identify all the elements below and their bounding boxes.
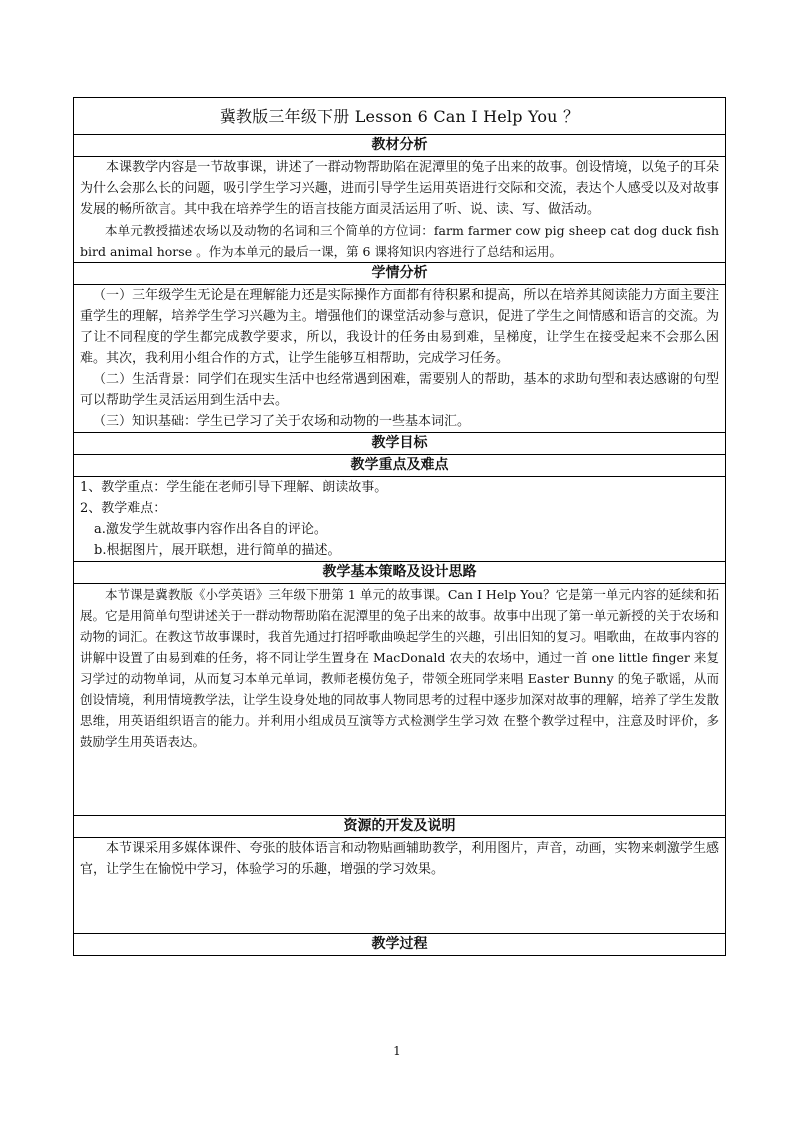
title-row (74, 98, 726, 135)
paragraph: （二）生活背景：同学们在现实生活中也经常遇到困难，需要别人的帮助，基本的求助句型和表达感谢的句型可以帮助学生灵活运用到生活中去。 (80, 372, 719, 408)
list-item: b.根据图片，展开联想，进行简单的描述。 (94, 543, 341, 558)
paragraph: 本节课采用多媒体课件、夸张的肢体语言和动物贴画辅助教学，利用图片，声音，动画，实物来刺激学生感官，让学生在愉悦中学习，体验学习的乐趣，增强的学习效果。 (80, 841, 719, 877)
strategy-heading-row (74, 562, 726, 584)
key-points-heading-row (74, 455, 726, 477)
list-item: a.激发学生就故事内容作出各自的评论。 (94, 522, 327, 537)
process-heading-row (74, 934, 726, 956)
learner-analysis-body (74, 285, 726, 433)
section-heading-key-points: 教学重点及难点 (74, 455, 726, 477)
section-heading-material-analysis: 教材分析 (74, 135, 726, 157)
key-points-body (74, 477, 726, 562)
strategy-body (74, 584, 726, 816)
section-heading-process: 教学过程 (74, 934, 726, 956)
section-heading-resources: 资源的开发及说明 (74, 816, 726, 838)
key-points-body-row (74, 477, 726, 562)
learner-analysis-heading-row (74, 263, 726, 285)
section-heading-objectives: 教学目标 (74, 433, 726, 455)
section-heading-strategy: 教学基本策略及设计思路 (74, 562, 726, 584)
resources-body (74, 838, 726, 934)
paragraph: 本节课是冀教版《小学英语》三年级下册第 1 单元的故事课。Can I Help You？它是第一单元内容的延续和拓展。它是用简单句型讲述关于一群动物帮助陷在泥潭里的兔子出来的故事。故事中出现了第一单元新授的关于农场和动物的词汇。在教这节故事课时，我首先通过打招呼歌曲唤起学生的兴趣，引出旧知的复习。唱歌曲，在故事内容的讲解中设置了由易到难的任务，将不同让学生置身在 MacDonald 农夫的农场中，通过一首 one little finger 来复习学过的动物单词，从而复习本单元单词，教师老模仿兔子，带领全班同学来唱 Easter Bunny 的兔子歌谣，从而创设情境，利用情境教学法，让学生设身处地的同故事人物同思考的过程中逐步加深对故事的理解，培养了学生发散思维，用英语组织语言的能力。并利用小组成员互演等方式检测学生学习效 在整个教学过程中，注意及时评价，多鼓励学生用英语表达。 (80, 587, 719, 749)
material-analysis-body-row (74, 157, 726, 263)
document-title: 冀教版三年级下册 Lesson 6 Can I Help You ？ (74, 98, 726, 135)
paragraph: 本课教学内容是一节故事课，讲述了一群动物帮助陷在泥潭里的兔子出来的故事。创设情境，以兔子的耳朵为什么会那么长的问题，吸引学生学习兴趣，进而引导学生运用英语进行交际和交流，表达个人感受以及对故事发展的畅所欲言。其中我在培养学生的语言技能方面灵活运用了听、说、读、写、做活动。 (80, 160, 719, 217)
objectives-heading-row (74, 433, 726, 455)
resources-body-row (74, 838, 726, 934)
page-number: 1 (393, 1044, 401, 1058)
material-analysis-body (74, 157, 726, 263)
lesson-plan-table (73, 97, 726, 956)
learner-analysis-body-row (74, 285, 726, 433)
list-item: 1、教学重点：学生能在老师引导下理解、朗读故事。 (80, 480, 388, 495)
strategy-body-row (74, 584, 726, 816)
paragraph: （三）知识基础：学生已学习了关于农场和动物的一些基本词汇。 (93, 414, 471, 429)
paragraph: （一）三年级学生无论是在理解能力还是实际操作方面都有待积累和提高，所以在培养其阅读能力方面主要注重学生的理解，培养学生学习兴趣为主。增强他们的课堂活动参与意识，促进了学生之间情感和语言的交流。为了让不同程度的学生都完成教学要求，所以，我设计的任务由易到难，呈梯度，让学生在接受起来不会那么困难。其次，我利用小组合作的方式，让学生能够互相帮助，完成学习任务。 (80, 288, 719, 366)
material-analysis-heading-row (74, 135, 726, 157)
paragraph: 本单元教授描述农场以及动物的名词和三个简单的方位词：farm farmer cow pig sheep cat dog duck fish bird animal horse 。作为本单元的最后一课，第 6 课将知识内容进行了总结和运用。 (80, 223, 719, 259)
resources-heading-row (74, 816, 726, 838)
section-heading-learner-analysis: 学情分析 (74, 263, 726, 285)
list-item: 2、教学难点： (80, 501, 167, 516)
